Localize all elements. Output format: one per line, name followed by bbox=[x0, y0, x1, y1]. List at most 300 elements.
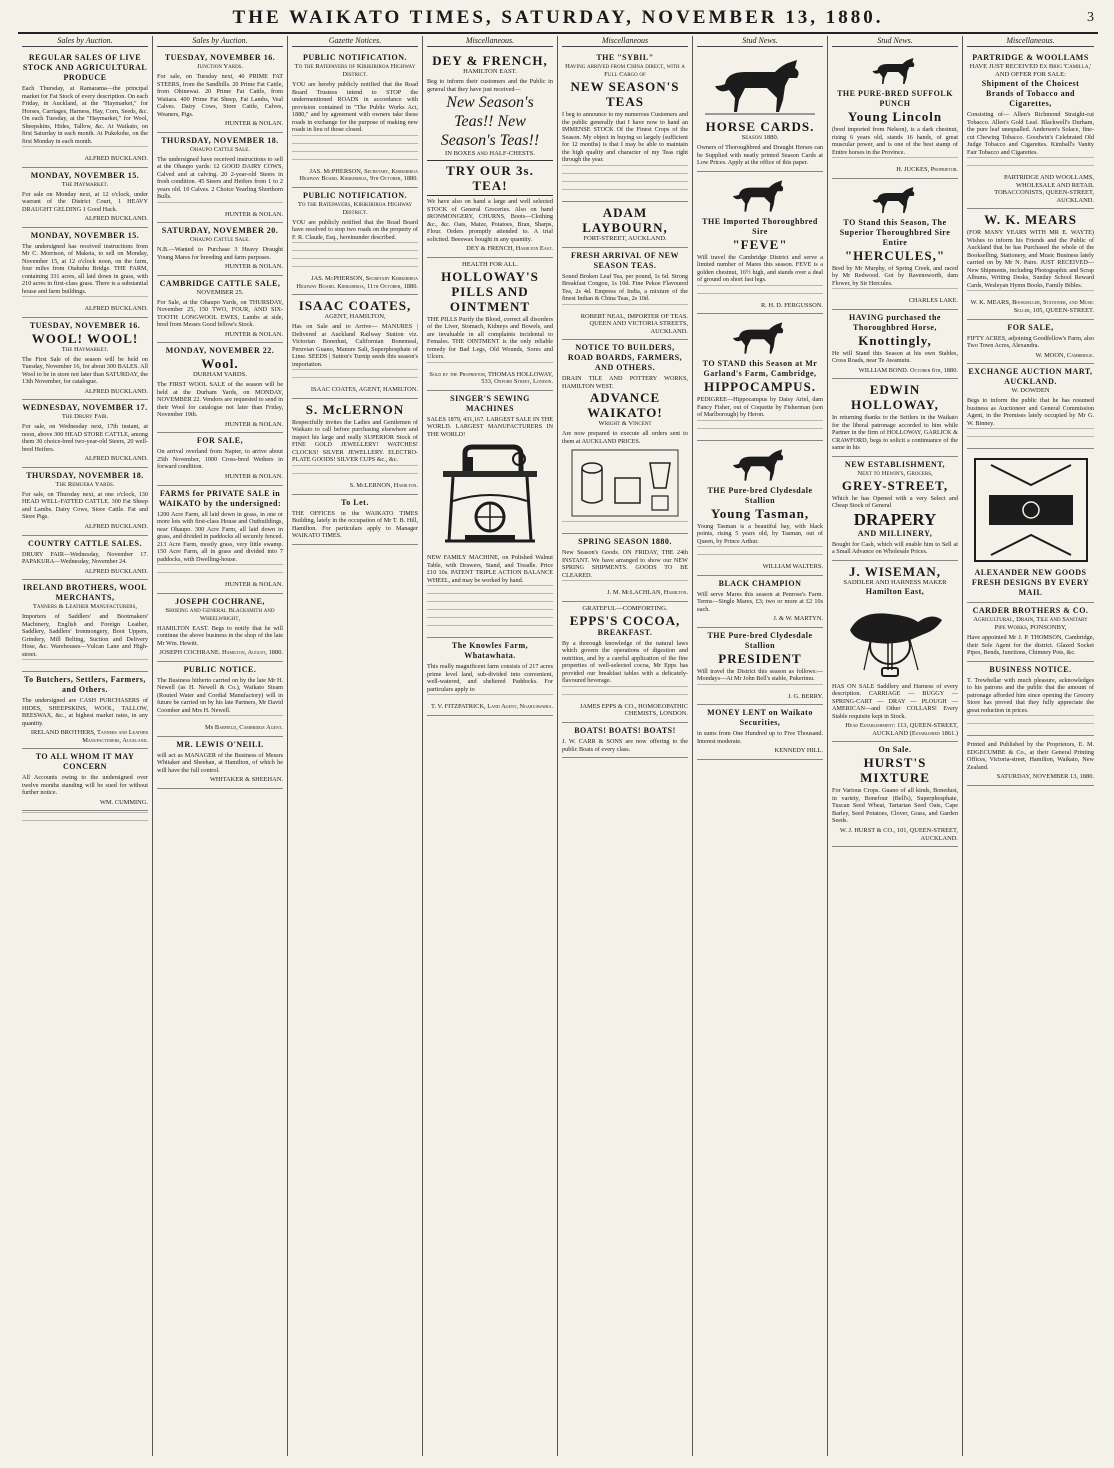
ad-body: PEDIGREE—Hippocampus by Daisy Ariel, dam Fancy Fisher, out of Coquette by Fisherman (son of Marlborough) by Heron. bbox=[697, 396, 823, 419]
advertisement bbox=[967, 603, 1094, 662]
text-lines bbox=[292, 242, 418, 249]
text-lines bbox=[427, 625, 553, 632]
ad-signature: ISAAC COATES, AGENT, HAMILTON. bbox=[310, 386, 418, 394]
ad-title: JOSEPH COCHRANE, bbox=[175, 596, 265, 606]
advertisement bbox=[22, 749, 148, 811]
ad-headline: Knottingly, bbox=[858, 332, 932, 348]
ad-signature: CHARLES LAKE. bbox=[908, 297, 958, 305]
ad-signature: PARTRIDGE AND WOOLLAMS, WHOLESALE AND RETAIL TOBACCONISTS, QUEEN-STREET, AUCKLAND. bbox=[994, 174, 1094, 204]
advertisement bbox=[832, 179, 958, 310]
ad-signature: JAMES EPPS & CO., HOMOEOPATHIC CHEMISTS, LONDON. bbox=[579, 702, 688, 718]
ad-body: By a thorough knowledge of the natural laws which govern the operations of digestion and nutrition, and by a careful application of the fine properties of well-selected cocoa, Mr Epps has provided our breakfast tables with a delicately-flavoured beverage. bbox=[562, 639, 688, 685]
ad-headline: "FEVE" bbox=[732, 236, 788, 252]
ad-body: 1200 Acre Farm, all laid down in grass, in one or more lots with first-class House and Outbuildings, near Ohaupo. 300 Acre Farm, all laid down in grass, and divided in paddocks all securely fenced. 213 Acre Farm, mostly grass, very little swamp. 150 Acre Farm, all in grass and divided into 7 paddocks, with Dwelling-house. bbox=[157, 510, 283, 563]
text-lines bbox=[427, 617, 553, 624]
ad-signature: S. McLERNON, Hamilton. bbox=[349, 481, 418, 489]
text-lines bbox=[22, 812, 148, 819]
ad-title: CAMBRIDGE CATTLE SALE, bbox=[159, 278, 281, 288]
advertisement bbox=[427, 50, 553, 258]
ad-body: New Season's Goods. ON FRIDAY, THE 24th INSTANT. We have arranged to show our NEW SPRING SHIPMENTS. GOODS TO BE CLEARED. bbox=[562, 549, 688, 579]
ad-body: HAS ON SALE Saddlery and Harness of every description. CARRIAGE — BUGGY — SPRING-CART — DRAY — PLOUGH — AMERICAN—and Other COLLARS! Every Stable requisite kept in Stock. bbox=[832, 682, 958, 720]
ad-display-headline: New Season's Teas!! New Season's Teas!! bbox=[440, 94, 540, 149]
text-lines bbox=[967, 436, 1094, 443]
ad-signature: JAS. McPHERSON, Secretary, Kirikiriroa Highway Board. Kirikiriroa, 9th October, 1880. bbox=[299, 167, 418, 183]
ad-title: BREAKFAST. bbox=[597, 627, 653, 637]
ad-headline: PRESIDENT bbox=[718, 650, 802, 666]
ad-title: THURSDAY, NOVEMBER 18. bbox=[161, 135, 279, 145]
text-lines bbox=[562, 173, 688, 180]
ad-subtitle: DURHAM YARDS. bbox=[193, 371, 247, 379]
ad-subtitle: The Remuera Yards. bbox=[55, 480, 115, 488]
ad-title: SINGER'S SEWING MACHINES bbox=[450, 393, 530, 413]
ad-subtitle: Next to Hewin's, Grocers, bbox=[857, 469, 933, 477]
ad-body: HAMILTON EAST. Begs to notify that he will continue the above business in the shop of the late Mr Wm. Hewitt. bbox=[157, 624, 283, 647]
ad-body: Will serve Mares this season at Penrose's Farm. Terms—Single Mares, £3; two or more at £2 10s each. bbox=[697, 590, 823, 613]
advertisement bbox=[697, 50, 823, 172]
advertisement bbox=[22, 536, 148, 581]
advertisement bbox=[22, 400, 148, 468]
ad-title: MONDAY, NOVEMBER 15. bbox=[30, 170, 140, 180]
ad-headline: HORSE CARDS. bbox=[705, 119, 815, 134]
sewing-machine-illustration bbox=[435, 441, 545, 551]
advertisement bbox=[22, 50, 148, 168]
ad-body: THE OFFICES in the WAIKATO TIMES Building, lately in the occupation of Mr T. B. Hill, Hamilton. For particulars apply to Manager WAIKATO TIMES. bbox=[292, 509, 418, 540]
ad-title: PUBLIC NOTICE. bbox=[183, 664, 257, 674]
advertisement bbox=[832, 742, 958, 847]
ad-title: TO ALL WHOM IT MAY CONCERN bbox=[35, 752, 135, 772]
ad-subtitle: HEALTH FOR ALL. bbox=[462, 260, 518, 268]
masthead-title: THE WAIKATO TIMES, SATURDAY, NOVEMBER 13, 1880. bbox=[232, 7, 884, 28]
ad-title: MONDAY, NOVEMBER 15. bbox=[30, 230, 140, 240]
ad-subtitle: Shoeing and General Blacksmith and Wheelwright, bbox=[165, 606, 275, 622]
ad-headline: W. K. MEARS bbox=[984, 212, 1077, 228]
ad-headline: Young Tasman, bbox=[710, 505, 810, 521]
ad-headline: HOLLOWAY'S PILLS AND OINTMENT bbox=[441, 268, 539, 314]
page-number: 3 bbox=[1087, 10, 1094, 25]
ad-subtitle: IN BOXES and HALF-CHESTS. bbox=[445, 150, 535, 157]
ad-signature: Mr Barfield, Cambridge Agent. bbox=[204, 724, 283, 732]
text-lines bbox=[157, 202, 283, 209]
ad-subtitle: GRATEFUL—COMFORTING. bbox=[582, 604, 668, 612]
text-lines bbox=[292, 250, 418, 257]
ad-body: The undersigned are CASH PURCHASERS of HIDES, SHEEPSKINS, WOOL, TALLOW, BEESWAX, &c., at highest market rates, in any quantity. bbox=[22, 697, 148, 727]
ad-subtitle: Having arrived from China direct, with a Full Cargo of bbox=[565, 63, 685, 78]
ad-headline: HIPPOCAMPUS. bbox=[703, 379, 817, 395]
columns bbox=[18, 36, 1098, 1456]
ad-title: WEDNESDAY, NOVEMBER 17. bbox=[22, 403, 148, 413]
column-4 bbox=[423, 36, 558, 1456]
ad-signature: KENNEDY HILL. bbox=[774, 747, 823, 755]
ad-signature: W. J. HURST & CO., 101, QUEEN-STREET, AUCKLAND. bbox=[839, 826, 958, 842]
ad-subtitle: Tanners & Leather Manufacturers, bbox=[32, 603, 138, 611]
ad-title: To Butchers, Settlers, Farmers, and Others. bbox=[24, 675, 146, 695]
column-heading: Stud News. bbox=[832, 36, 958, 47]
ad-subtitle: Ohaupo Cattle Sale. bbox=[190, 145, 250, 153]
advertisement bbox=[832, 457, 958, 561]
text-lines bbox=[832, 157, 958, 164]
ad-signature: H. JUCKES, Proprietor. bbox=[896, 166, 958, 173]
advertisement bbox=[22, 228, 148, 318]
advertisement bbox=[292, 188, 418, 296]
ad-title: EXCHANGE AUCTION MART, AUCKLAND. bbox=[968, 367, 1093, 387]
ad-body: Will travel the Cambridge District and serve a limited number of Mares this season. FEVE is a golden chestnut, 16½ high, and stands over a deal of ground on short fast legs. bbox=[697, 253, 823, 283]
ad-body: Young Tasman is a beautiful bay, with black points, rising 5 years old, by Tasman, out of Queen, by Prince Arthur. bbox=[697, 522, 823, 545]
ad-body: will act as MANAGER of the Business of Messrs Whitaker and Sheehan, at Hamilton, of which he will have the full control. bbox=[157, 751, 283, 774]
ad-body: For sale, on Wednesday next, 17th instant, at noon, above 300 HEAD STORE CATTLE, among them 30 choice-bred two-year-old Steers, 20 well-bred Heifers. bbox=[22, 423, 148, 453]
text-lines bbox=[22, 820, 148, 827]
text-lines bbox=[22, 659, 148, 666]
text-lines bbox=[292, 159, 418, 166]
text-lines bbox=[157, 715, 283, 722]
ad-body: Beg to inform their customers and the Public in general that they have just received— bbox=[427, 78, 553, 93]
advertisement bbox=[157, 433, 283, 485]
ad-subtitle: Season 1880. bbox=[741, 134, 779, 141]
text-lines bbox=[427, 593, 553, 600]
ad-body: Each Thursday, at Ramarama—the principal market for Fat Stock of every description. On each Friday, in Auckland, at the "Haymarket," for Horses, Carriages, Harness, Hay, Corn, Seeds, &c. On each Tuesday, at the "Haymarket," for Wool, Sheepskins, Hides, Tallow, &c. At Waikato, on first Saturday in each month. At Pukekohe, on the first Monday in each month. bbox=[22, 85, 148, 145]
ad-subtitle: The Drury Fair. bbox=[61, 413, 109, 421]
ad-body: N.B.—Wanted to Purchase 3 Heavy Draught Young Mares for breeding and farm purposes. bbox=[157, 246, 283, 261]
ad-title: FOR SALE, bbox=[196, 436, 244, 446]
text-lines bbox=[697, 428, 823, 435]
rule bbox=[427, 160, 553, 161]
advertisement bbox=[697, 441, 823, 576]
advertisement bbox=[832, 561, 958, 743]
ad-subtitle: Agricultural, Drain, Tile and Sanitary Pipe Works, PONSONBY, bbox=[973, 616, 1088, 632]
text-lines bbox=[967, 723, 1094, 730]
text-lines bbox=[157, 572, 283, 579]
ad-signature: J. M. McLACHLAN, Hamilton. bbox=[607, 589, 688, 597]
ad-subtitle: HAVE JUST RECEIVED Ex Brig 'Camilla,' AND OFFER FOR SALE: bbox=[969, 63, 1092, 78]
ad-headline: EDWIN HOLLOWAY, bbox=[851, 382, 939, 413]
ad-title: FOR SALE, bbox=[1007, 322, 1054, 332]
ad-headline: DEY & FRENCH, bbox=[432, 53, 548, 68]
text-lines bbox=[292, 135, 418, 142]
ad-body: T. Trewhellar with much pleasure, acknowledges to his patrons and the public that the amount of patronage afforded him since opening the Grocery Store has proved that they fully appreciate the great reduction in prices. bbox=[967, 676, 1094, 714]
ad-subtitle: Wright & Vincent bbox=[598, 420, 652, 428]
column-heading: Stud News. bbox=[697, 36, 823, 47]
text-lines bbox=[22, 146, 148, 153]
text-lines bbox=[562, 686, 688, 693]
advertisement bbox=[562, 202, 688, 248]
advertisement bbox=[427, 258, 553, 391]
ad-body: We have also on hand a large and well selected STOCK of General Groceries. Also on hand IRONMONGERY, CHURNS, Boots—Clothing &c., &c. Oats, Maize, Potatoes, Bran, Sharps, Flour. Orders promptly attended to. A trial solicited. Beeswax bought in any quantity. bbox=[427, 198, 553, 243]
text-lines bbox=[967, 157, 1094, 164]
column-heading: Gazette Notices. bbox=[292, 36, 418, 47]
ad-title: PUBLIC NOTIFICATION. bbox=[302, 53, 408, 62]
ad-body: The undersigned has received instructions from Mr C. Morrison, of Makeia, to sell on Monday, November 15, at 12 o'clock noon, on the farm, four miles from Otahuhu Bridge. THE FARM, containing 331 acres, all laid down in grass, with 210 acres in first-class grass. There is a substantial house and farm buildings. bbox=[22, 242, 148, 295]
ad-title: SATURDAY, NOVEMBER 20. bbox=[161, 226, 279, 236]
ad-title: BLACK CHAMPION bbox=[718, 578, 802, 588]
ad-title: MONEY LENT on Waikato Securities, bbox=[707, 708, 813, 728]
ad-headline: NEW SEASON'S TEAS bbox=[570, 79, 680, 109]
ad-body: Bred by Mr Murphy, of Spring Creek, and raced by Mr Redwood. Got by Ravensworth, dam Flower, by Sir Hercules. bbox=[832, 264, 958, 287]
text-lines bbox=[562, 181, 688, 188]
advertisement bbox=[157, 223, 283, 276]
advertisement bbox=[562, 50, 688, 202]
ad-body: The Business hitherto carried on by the late Mr H. Newell (as H. Newell & Co.), Waikato Steam (Routed Water and Cordial Manufactory) will in future be carried on by his late Partners, Mr David Coomber and Mrs H. Newell. bbox=[157, 676, 283, 714]
ad-body: THE PILLS Purify the Blood, correct all disorders of the Liver, Stomach, Kidneys and Bowels, and are invaluable in all complaints incidental to Females. THE OINTMENT is the only reliable remedy for Bad Legs, Old Wounds, Sores and Ulcers. bbox=[427, 315, 553, 361]
ad-title: On Sale. bbox=[878, 745, 912, 755]
ad-headline: ISAAC COATES, bbox=[298, 298, 412, 314]
text-lines bbox=[697, 293, 823, 300]
ad-title: The Knowles Farm, Whatawhata. bbox=[451, 641, 529, 661]
ad-title: ALEXANDER NEW GOODS FRESH DESIGNS BY EVERY MAIL bbox=[971, 568, 1090, 598]
advertisement bbox=[697, 172, 823, 315]
advertisement bbox=[157, 276, 283, 344]
ad-title: PARTRIDGE & WOOLLAMS bbox=[972, 53, 1089, 62]
ad-signature: J. & W. MARTYN. bbox=[773, 615, 823, 623]
ad-title: FARMS for PRIVATE SALE in WAIKATO by the undersigned: bbox=[158, 488, 282, 508]
ad-signature: W. MOON, Cambridge. bbox=[1035, 351, 1094, 359]
advertisement bbox=[967, 209, 1094, 319]
advertisement bbox=[292, 399, 418, 495]
advertisement bbox=[22, 318, 148, 401]
ad-headline: S. McLERNON bbox=[305, 401, 405, 417]
ad-body: I beg to announce to my numerous Customers and the public generally that I have now to hand an IMMENSE STOCK Of the Finest Crops of the Season. My object in buying so largely (sufficient for 12 months) is that I may be able to maintain the high quality and character of my Teas right through the year. bbox=[562, 111, 688, 163]
ad-signature: HUNTER & NOLAN. bbox=[224, 210, 283, 218]
advertisement bbox=[157, 133, 283, 224]
ad-body: For sale, on Tuesday next, 40 PRIME FAT STEERS, from the Sandhills. 20 Prime Fat Cattle, from Ohinewai. 20 Prime Fat Cattle, from Waitara. 400 Prime Fat Sheep, Fat Lambs, Veal Calves. Dairy Cows, Store Cattle, Calves, Weaners, Pigs. bbox=[157, 73, 283, 118]
column-1 bbox=[18, 36, 153, 1456]
ad-body: In returning thanks to the Settlers in the Waikato for the liberal patronage accorded to him while Partner in the firm of HOLLOWAY, GARLICK & CRAWFORD, begs to solicit a continuance of the same in his bbox=[832, 414, 958, 452]
text-lines bbox=[967, 715, 1094, 722]
column-heading: Sales by Auction. bbox=[22, 36, 148, 47]
ad-title: SPRING SEASON 1880. bbox=[578, 537, 672, 547]
text-lines bbox=[427, 585, 553, 592]
ad-title: BOATS! BOATS! BOATS! bbox=[574, 726, 676, 736]
imprint bbox=[967, 736, 1094, 786]
text-lines bbox=[292, 266, 418, 273]
column-2 bbox=[153, 36, 288, 1456]
text-lines bbox=[697, 554, 823, 561]
ad-body: For sale on Monday next, at 12 o'clock, under warrant of the District Court, 1 HEAVY DRAUGHT GELDING 1 Good Hack. bbox=[22, 190, 148, 213]
advertisement bbox=[427, 638, 553, 716]
ad-signature: ALFRED BUCKLAND. bbox=[84, 455, 148, 463]
advertisement bbox=[292, 50, 418, 188]
column-heading: Sales by Auction. bbox=[157, 36, 283, 47]
ad-subtitle: W. DOWDEN bbox=[1011, 387, 1050, 395]
ad-subtitle: FORT-STREET, AUCKLAND. bbox=[583, 234, 667, 242]
ad-body: For Various Crops. Guano of all kinds, Bonedust, in variety, Bonefour (Bell's), Superphosphate, Tuscan Seed Wheat, Tartarian Seed Oats, Cape Barley, Seed Potatoes, Clover, Grass, and Garden Seeds. bbox=[832, 787, 958, 825]
ad-title: BUSINESS NOTICE. bbox=[989, 664, 1072, 674]
ad-headline: ADAM LAYBOURN, bbox=[582, 204, 668, 235]
imprint-date: SATURDAY, NOVEMBER 13, 1880. bbox=[996, 773, 1094, 781]
ad-signature: HUNTER & NOLAN. bbox=[224, 263, 283, 271]
ad-title: THE Pure-bred Clydesdale Stallion bbox=[707, 485, 813, 505]
ad-title: CARDER BROTHERS & CO. bbox=[972, 606, 1089, 616]
ad-signature: JOSEPH COCHRANE. Hamilton, August, 1880. bbox=[159, 649, 283, 657]
ad-title: MR. LEWIS O'NEILL bbox=[176, 739, 264, 749]
ad-headline: Wool. bbox=[201, 356, 239, 372]
text-lines bbox=[22, 296, 148, 303]
ad-title: REGULAR SALES OF LIVE STOCK AND AGRICULTURAL PRODUCE bbox=[22, 53, 148, 82]
ad-title: TUESDAY, NOVEMBER 16. bbox=[164, 53, 276, 62]
horse-illustration bbox=[705, 56, 815, 116]
ad-signature: WHITAKER & SHEEHAN. bbox=[209, 776, 283, 784]
ad-signature: ALFRED BUCKLAND. bbox=[84, 215, 148, 223]
text-lines bbox=[292, 377, 418, 384]
advertisement bbox=[967, 364, 1094, 449]
ad-body: NEW FAMILY MACHINE, on Polished Walnut Table, with Drawers, Stand, and Treadle. Price £10 10s. PATENT TRIPLE ACTION BALANCE WHEEL, and may be worked by hand. bbox=[427, 554, 553, 584]
ad-signature: HUNTER & NOLAN. bbox=[224, 120, 283, 127]
text-lines bbox=[562, 165, 688, 172]
horse-illustration bbox=[720, 178, 800, 214]
ad-subtitle: To the Ratepayers, Kirikiriroa Highway District. bbox=[297, 200, 413, 216]
text-lines bbox=[292, 151, 418, 158]
ad-signature: ROBERT NEAL, IMPORTER OF TEAS. QUEEN AND VICTORIA STREETS, AUCKLAND. bbox=[580, 312, 688, 335]
ad-signature: T. V. FITZPATRICK, Land Agent, Ngaruawahia. bbox=[431, 703, 553, 711]
column-6 bbox=[693, 36, 828, 1456]
text-lines bbox=[967, 165, 1094, 172]
text-lines bbox=[697, 684, 823, 691]
advertisement bbox=[157, 594, 283, 662]
ad-body: YOU are publicly notified that the Road Board have resolved to stop two roads on the property of F. R. Claude, Esq., hereinunder described. bbox=[292, 218, 418, 241]
ad-body: SALES 1879, 431,167. LARGEST SALE IN THE WORLD. LARGEST MANUFACTURERS IN THE WORLD! bbox=[427, 415, 553, 438]
alexander-ornamental-panel bbox=[971, 455, 1091, 565]
ad-headline: GREY-STREET, bbox=[841, 477, 949, 493]
text-lines bbox=[832, 288, 958, 295]
text-lines bbox=[562, 521, 688, 528]
text-lines bbox=[427, 362, 553, 369]
ad-title: Hamilton East, bbox=[865, 586, 925, 596]
ad-body: The First Sale of the season will be held on Tuesday, November 16, for about 300 BALES. All Wool to be in store not later than SATURDAY, the 13th November, for catalogue. bbox=[22, 355, 148, 386]
ad-signature: ALFRED BUCKLAND. bbox=[84, 567, 148, 575]
ad-body: in sums from One Hundred up to Five Thousand. Interest moderate. bbox=[697, 730, 823, 745]
advertisement bbox=[967, 50, 1094, 209]
ad-title: To Let. bbox=[341, 497, 369, 507]
advertisement bbox=[292, 295, 418, 399]
ad-title: TUESDAY, NOVEMBER 16. bbox=[29, 320, 141, 330]
advertisement bbox=[832, 310, 958, 380]
ad-headline: Young Lincoln bbox=[847, 109, 943, 124]
ad-body: (FOR MANY YEARS WITH MR E. WAYTE) Wishes to inform his Friends and the Public of Auckland that he has Purchased the whole of the Bookselling, Stationery, and Music Business lately carried on by Mr N. Pairs. JUST RECEIVED— New Shipments, including Photographic and Scrap Albums, Writing Desks, Sunday School Reward Cards, Wesleyan Hymn Books, Family Bibles. bbox=[967, 229, 1094, 289]
ad-subtitle: Junction Yards. bbox=[196, 63, 244, 70]
text-lines bbox=[562, 304, 688, 311]
advertisement bbox=[967, 449, 1094, 603]
ad-subtitle: Ohaupo Cattle Sale. bbox=[190, 236, 250, 244]
ad-title: HAVING purchased the Thoroughbred Horse, bbox=[849, 312, 941, 332]
ad-body: Begs to inform the public that he has resumed business as Auctioneer and General Commission Agent, in the Premises lately occupied by Mr G. W. Binney. bbox=[967, 397, 1094, 427]
column-5 bbox=[558, 36, 693, 1456]
ad-headline: "HERCULES," bbox=[844, 247, 946, 263]
advertisement bbox=[562, 723, 688, 758]
ad-signature: ALFRED BUCKLAND. bbox=[84, 522, 148, 530]
ad-body: Have appointed Mr J. P. THOMSON, Cambridge, their Sole Agent for the district. Glazed Socket Pipes, Bends, Junctions, Chimney Pots, &c. bbox=[967, 634, 1094, 657]
text-lines bbox=[967, 428, 1094, 435]
ad-subtitle: SADDLER AND HARNESS MAKER bbox=[843, 578, 947, 586]
column-heading: Miscellaneous. bbox=[967, 36, 1094, 47]
ad-signature: ALFRED BUCKLAND. bbox=[84, 155, 148, 162]
ad-body: This really magnificent farm consists of 217 acres prime level land, sub-divided into convenient, well-watered, and sheltered Paddocks. For particulars apply to bbox=[427, 663, 553, 693]
ad-subtitle: HAMILTON EAST. bbox=[463, 68, 517, 75]
advertisement bbox=[562, 602, 688, 723]
ad-title: THE "SYBIL" bbox=[596, 53, 654, 62]
ad-body: DRAIN TILE AND POTTERY WORKS, HAMILTON WEST. bbox=[562, 375, 688, 390]
advertisement bbox=[157, 486, 283, 594]
ad-body: FIFTY ACRES, adjoining Goodfellow's Farm, also Two Town Acres, Alexandra. bbox=[967, 334, 1094, 350]
ad-body: Owners of Thoroughbred and Draught Horses can be Supplied with neatly printed Season Cards at Low Prices. Apply at the office of this paper. bbox=[697, 144, 823, 166]
ad-title: NEW ESTABLISHMENT, bbox=[844, 459, 946, 469]
ad-body: (bred imported from Nelson), is a dark chestnut, rising 6 years old, stands 16 hands, of great muscular power, and is one of the best stamp of Entire horses in the Province. bbox=[832, 126, 958, 156]
ad-body: J. W. CARR & SONS are now offering to the public Boats of every class. bbox=[562, 738, 688, 753]
advertisement bbox=[832, 50, 958, 179]
ad-headline: J. WISEMAN, bbox=[848, 563, 942, 579]
ad-title: PUBLIC NOTIFICATION. bbox=[302, 190, 408, 200]
ad-body: The undersigned have received instructions to sell at the Ohaupo yards: 12 GOOD DAIRY COWS, Calved and at calving. 20 2-year-old Steers in fresh condition. 45 Steers and Heifers from 1 to 2 years old. 10 Calves. 2 Choice Yearling Shorthorn Bulls. bbox=[157, 155, 283, 201]
text-lines bbox=[562, 189, 688, 196]
text-lines bbox=[697, 546, 823, 553]
text-lines bbox=[292, 143, 418, 150]
ad-body: For Sale, at the Ohaupo Yards, on THURSDAY, November 25, 150 TWO, FOUR, AND SIX-TOOTH LONGWOOL EWES, Lambs at side, bred from Messrs Good fellow's Stock. bbox=[157, 298, 283, 329]
column-7 bbox=[828, 36, 963, 1456]
text-lines bbox=[697, 420, 823, 427]
ad-signature: Sold by the Proprietor, THOMAS HOLLOWAY, 533, Oxford Street, London. bbox=[429, 370, 553, 386]
ad-signature: Head Establishment: 113, QUEEN-STREET, AUCKLAND (Established 1861.) bbox=[845, 722, 958, 737]
ad-body: Importers of Saddlers' and Bootmakers' Machinery, English and Foreign Leather, Saddlery, Saddlers' Ironmongery, Boot Uppers, Grindery, Mill Belting, Suction and Delivery Hose, &c. Warehouses—Vulcan Lane and High-street. bbox=[22, 613, 148, 658]
advertisement bbox=[22, 468, 148, 536]
ad-subtitle: To the Ratepayers of Kirikiriroa Highway District. bbox=[294, 63, 416, 78]
advertisement bbox=[697, 705, 823, 760]
ad-title: TO STAND this Season at Mr Garland's Farm, Cambridge, bbox=[702, 359, 818, 379]
ad-body: Respectfully invites the Ladies and Gentlemen of Waikato to call before purchasing elsewhere and inspect his large and really SUPERIOR Stock of FINE GOLD JEWELLERY! WATCHES! CLOCKS! SILVER JEWELLERY. ELECTRO-PLATE GOODS! SILVER CUPS &c., &c. bbox=[292, 418, 418, 464]
ad-body: DRURY FAIR—Wednesday, November 17. PAPAKURA—Wednesday, November 24. bbox=[22, 550, 148, 566]
ad-display-headline: DRAPERY bbox=[853, 509, 937, 529]
advertisement bbox=[157, 662, 283, 737]
advertisement bbox=[157, 737, 283, 789]
advertisement bbox=[562, 340, 688, 534]
ad-signature: HUNTER & NOLAN. bbox=[224, 472, 283, 480]
horse-illustration bbox=[865, 185, 925, 215]
ad-subtitle: NOVEMBER 25. bbox=[196, 288, 244, 296]
ad-title: MONDAY, NOVEMBER 22. bbox=[165, 346, 275, 356]
ad-signature: ALFRED BUCKLAND. bbox=[84, 305, 148, 313]
advertisement bbox=[562, 248, 688, 341]
ad-body: For sale, on Thursday next, at one o'clock, 130 HEAD WELL-FATTED CATTLE. 300 Fat Sheep and Lambs. Dairy Cows, Store Cattle. Fat and Store Pigs. bbox=[22, 490, 148, 521]
saddle-illustration bbox=[840, 600, 950, 680]
ad-signature: WILLIAM WALTERS. bbox=[762, 563, 823, 571]
advertisement bbox=[697, 576, 823, 628]
ad-title: THE PURE-BRED SUFFOLK PUNCH bbox=[837, 89, 953, 108]
advertisement bbox=[157, 50, 283, 133]
ad-signature: ALFRED BUCKLAND. bbox=[84, 387, 148, 395]
column-heading: Miscellaneous. bbox=[427, 36, 553, 47]
text-lines bbox=[292, 258, 418, 265]
ad-signature: WILLIAM BOND. October 6th, 1880. bbox=[858, 366, 958, 374]
ad-title: THE Pure-bred Clydesdale Stallion bbox=[707, 630, 813, 650]
ad-signature: R. H. D. FERGUSSON. bbox=[761, 301, 823, 309]
ad-subtitle: The Haymarket. bbox=[61, 345, 109, 353]
text-lines bbox=[562, 694, 688, 701]
text-lines bbox=[697, 285, 823, 292]
horse-illustration bbox=[720, 447, 800, 483]
ad-body: YOU are hereby publicly notified that the Road Board Trustees intend to STOP the undermentioned ROADS in accordance with provision contained in "The Public Works Act, 1880," and by agreement with owners take these roads in exchange for the purpose of making new roads in lieu of those closed. bbox=[292, 81, 418, 133]
advertisement bbox=[562, 534, 688, 602]
ad-title: TO Stand this Season, The Superior Thoroughbred Sire Entire bbox=[839, 217, 951, 247]
ad-headline: HURST'S MIXTURE bbox=[860, 755, 930, 786]
ad-title: AND MILLINERY, bbox=[857, 528, 933, 538]
advertisement bbox=[967, 662, 1094, 737]
advertisement bbox=[22, 580, 148, 672]
ad-headline: WOOL! WOOL! bbox=[31, 330, 139, 346]
text-lines bbox=[292, 473, 418, 480]
ad-signature: WM. CUMMING. bbox=[99, 798, 148, 806]
text-lines bbox=[427, 694, 553, 701]
text-lines bbox=[562, 580, 688, 587]
advertisement bbox=[22, 672, 148, 749]
text-lines bbox=[292, 465, 418, 472]
ad-signature: HUNTER & NOLAN. bbox=[224, 330, 283, 338]
ad-body: He will Stand this Season at his own Stables, Cross Roads, near Te Awamutu. bbox=[832, 349, 958, 365]
